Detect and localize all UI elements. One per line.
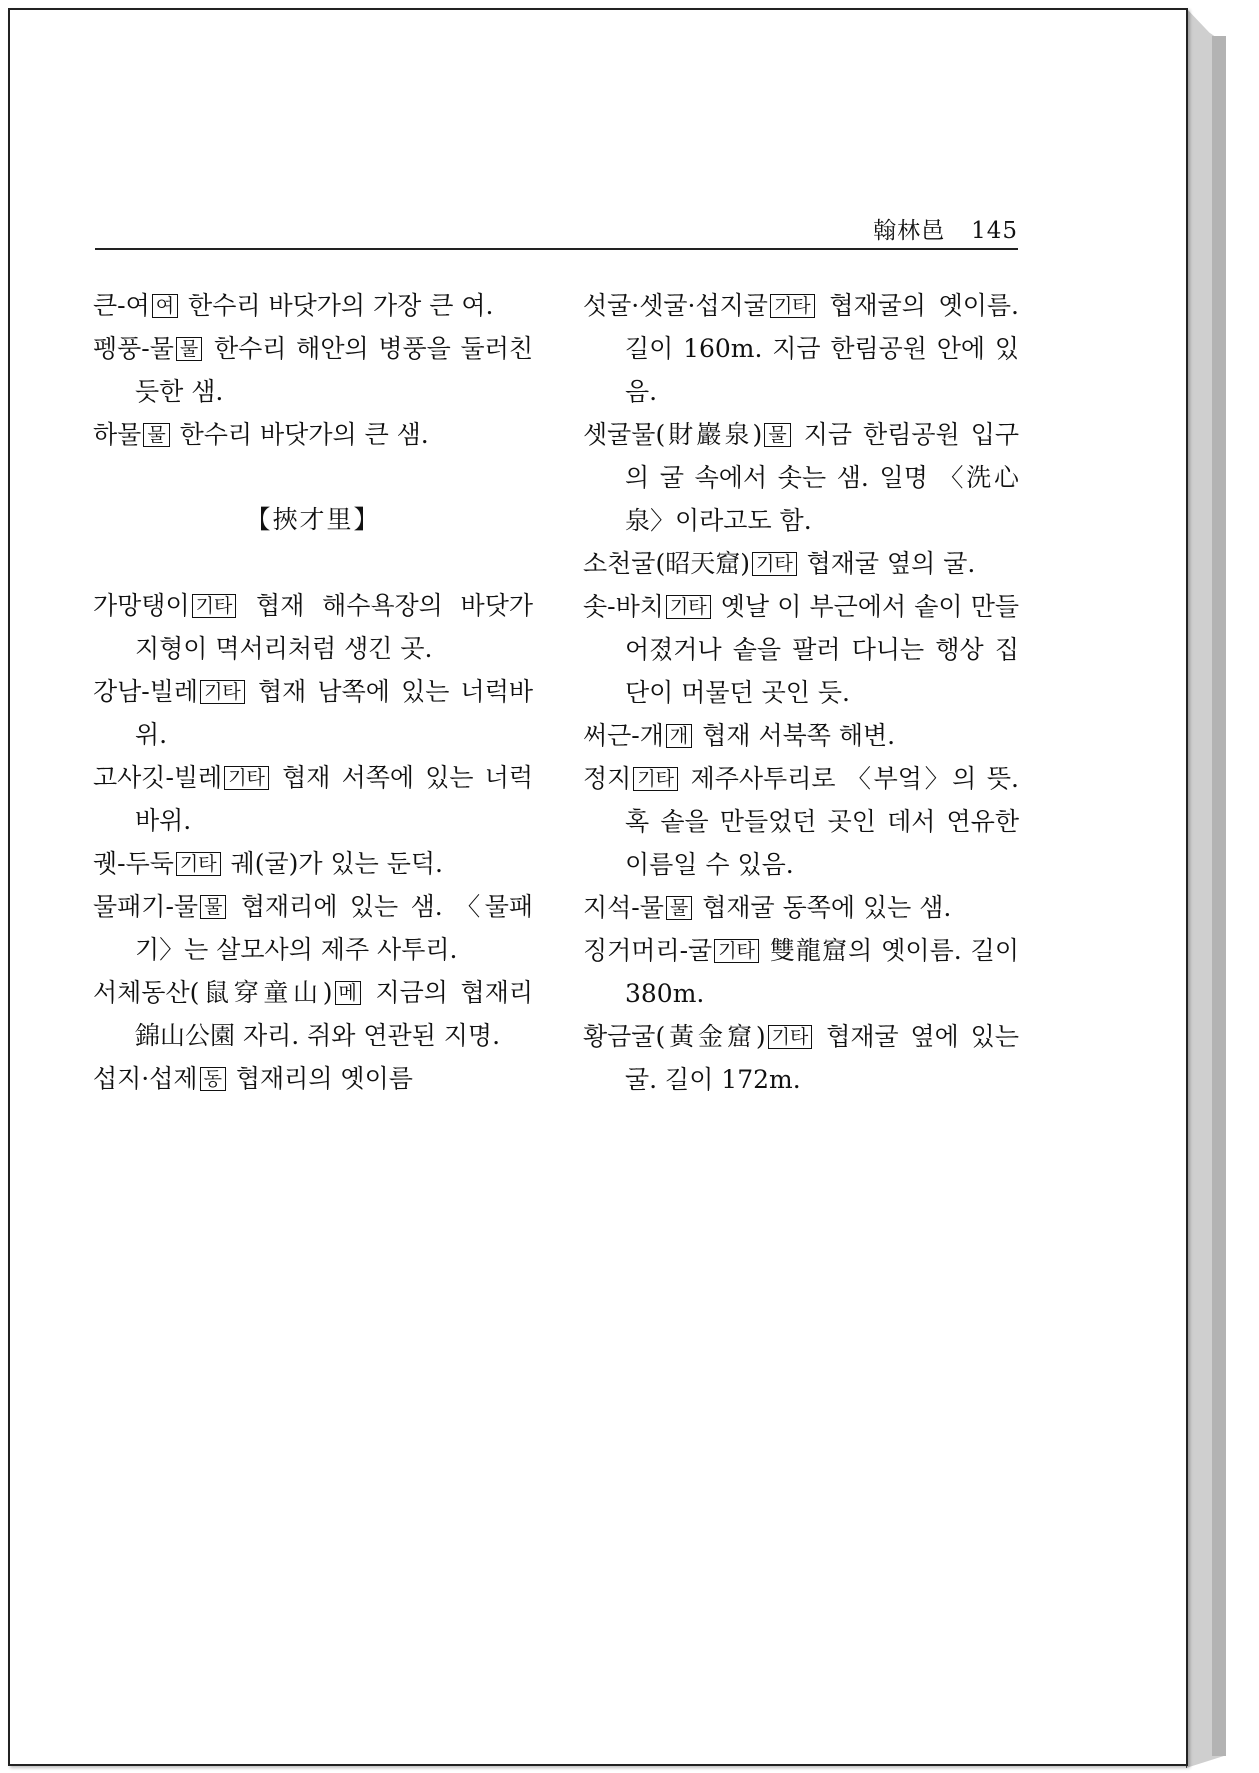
- entry-term: 섭지·섭제: [93, 1064, 198, 1093]
- entry-definition: 한수리 바닷가의 가장 큰 여.: [180, 291, 494, 320]
- category-tag: 기타: [768, 1025, 813, 1049]
- category-tag: 기타: [666, 595, 711, 619]
- dictionary-entry: [93, 1057, 533, 1100]
- dictionary-entry: [93, 584, 533, 670]
- category-tag: 기타: [770, 294, 815, 318]
- entry-definition: 한수리 바닷가의 큰 샘.: [171, 420, 429, 449]
- entry-term: 징거머리-굴: [583, 936, 713, 965]
- header-title: 翰林邑: [873, 218, 946, 244]
- header-text: [873, 212, 1018, 245]
- dictionary-entry: [93, 413, 533, 456]
- category-tag: 여: [152, 294, 178, 318]
- category-tag: 기타: [224, 766, 269, 790]
- entry-definition: 지금의 협재리 錦山公園 자리. 쥐와 연관된 지명.: [135, 978, 534, 1050]
- dictionary-entry: [583, 284, 1019, 413]
- entry-definition: 지금 한림공원 입구의 굴 속에서 솟는 샘. 일명 〈洗心泉〉이라고도 함.: [625, 420, 1019, 535]
- dictionary-entry: [93, 670, 533, 756]
- page-number: 145: [971, 218, 1018, 244]
- dictionary-entry: [583, 929, 1019, 1015]
- dictionary-entry: [93, 842, 533, 885]
- entry-term: 물패기-물: [93, 892, 199, 921]
- left-entries-group: [93, 284, 533, 456]
- category-tag: 물: [764, 423, 790, 447]
- entry-term: 가망탱이: [93, 591, 190, 620]
- dictionary-entry: [583, 757, 1019, 886]
- entry-term: 섯굴·셋굴·섭지굴: [583, 291, 768, 320]
- category-tag: 동: [200, 1067, 226, 1091]
- entry-definition: 협재굴 동쪽에 있는 샘.: [694, 893, 952, 922]
- entry-term: 강남-빌레: [93, 677, 199, 706]
- entry-term: 셋굴물(財巖泉): [583, 420, 763, 449]
- entry-definition: 협재굴 옆의 굴.: [798, 549, 976, 578]
- category-tag: 물: [143, 423, 169, 447]
- dictionary-entry: [93, 327, 533, 413]
- dictionary-entry: [93, 756, 533, 842]
- dictionary-entry: [583, 886, 1019, 929]
- right-column: [583, 284, 1019, 1101]
- entry-term: 소천굴(昭天窟): [583, 549, 750, 578]
- entry-term: 큰-여: [93, 291, 150, 320]
- entry-definition: 궤(굴)가 있는 둔덕.: [222, 849, 443, 878]
- category-tag: 물: [666, 896, 692, 920]
- left-entries-group-2: [93, 584, 533, 1100]
- entry-definition: 협재굴 옆에 있는 굴. 길이 172m.: [625, 1022, 1019, 1094]
- dictionary-entry: [93, 885, 533, 971]
- entry-term: 서체동산(鼠穿童山): [93, 978, 333, 1007]
- running-header: [95, 208, 1018, 250]
- dictionary-entry: [583, 413, 1019, 542]
- entry-definition: 한수리 해안의 병풍을 둘러친 듯한 샘.: [135, 334, 533, 406]
- dictionary-entry: [583, 714, 1019, 757]
- entry-term: 황금굴(黃金窟): [583, 1022, 766, 1051]
- page-stack-shade: [1212, 36, 1226, 1756]
- category-tag: 기타: [714, 939, 759, 963]
- left-column: [93, 284, 533, 1100]
- category-tag: 기타: [176, 852, 221, 876]
- entry-definition: 옛날 이 부근에서 솥이 만들어졌거나 솥을 팔러 다니는 행상 집단이 머물던 곳인 듯.: [625, 592, 1019, 707]
- entry-term: 지석-물: [583, 893, 664, 922]
- category-tag: 물: [176, 337, 202, 361]
- entry-definition: 협재 서북쪽 해변.: [694, 721, 896, 750]
- category-tag: 기타: [752, 552, 797, 576]
- entry-term: 정지: [583, 764, 632, 793]
- dictionary-entry: [93, 971, 533, 1057]
- category-tag: 기타: [633, 767, 678, 791]
- entry-term: 써근-개: [583, 721, 664, 750]
- entry-definition: 협재 해수욕장의 바닷가 지형이 멱서리처럼 생긴 곳.: [135, 591, 533, 663]
- category-tag: 메: [335, 981, 361, 1005]
- entry-term: 고사깃-빌레: [93, 763, 223, 792]
- entry-definition: 협재리의 옛이름: [227, 1064, 413, 1093]
- entry-definition: 제주사투리로 〈부엌〉의 뜻. 혹 솥을 만들었던 곳인 데서 연유한 이름일 수 있음.: [625, 764, 1019, 879]
- category-tag: 기타: [200, 680, 245, 704]
- entry-definition: 협재 서쪽에 있는 너럭바위.: [135, 763, 533, 835]
- entry-term: 펭풍-물: [93, 334, 174, 363]
- entry-term: 궷-두둑: [93, 849, 174, 878]
- right-entries-group: [583, 284, 1019, 1101]
- section-title: 【挾才里】: [245, 505, 381, 534]
- entry-term: 솟-바치: [583, 592, 664, 621]
- dictionary-entry: [93, 284, 533, 327]
- dictionary-entry: [583, 585, 1019, 714]
- entry-term: 하물: [93, 420, 142, 449]
- dictionary-entry: [583, 542, 1019, 585]
- dictionary-entry: [583, 1015, 1019, 1101]
- entry-definition: 雙龍窟의 옛이름. 길이 380m.: [625, 936, 1019, 1008]
- entry-definition: 협재 남쪽에 있는 너럭바위.: [135, 677, 533, 749]
- category-tag: 기타: [192, 594, 237, 618]
- entry-definition: 협재리에 있는 샘. 〈물패기〉는 살모사의 제주 사투리.: [135, 892, 533, 964]
- entry-definition: 협재굴의 옛이름. 길이 160m. 지금 한림공원 안에 있음.: [625, 291, 1019, 406]
- category-tag: 물: [200, 895, 226, 919]
- category-tag: 개: [666, 724, 692, 748]
